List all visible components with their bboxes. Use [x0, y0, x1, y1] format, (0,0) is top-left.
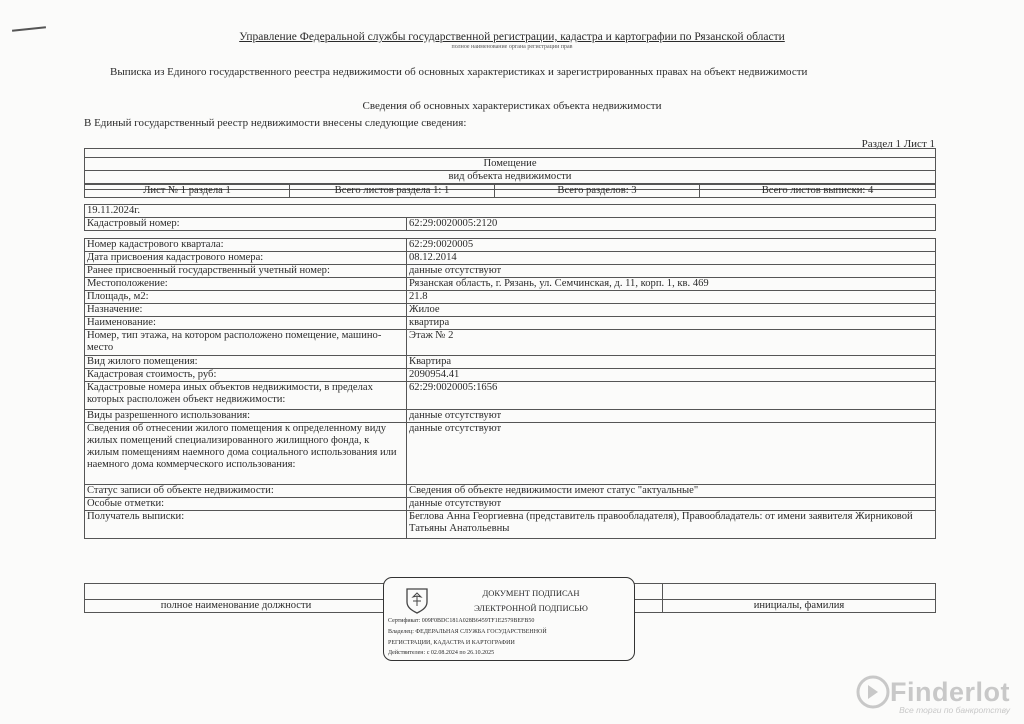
emblem-icon [404, 586, 430, 614]
row-value: Сведения об объекте недвижимости имеют статус "актуальные" [407, 485, 936, 498]
section-title: Сведения об основных характеристиках объекта недвижимости [362, 100, 662, 112]
row-label: Кадастровая стоимость, руб: [85, 369, 407, 382]
sections-total: Всего разделов: 3 [495, 185, 700, 198]
row-label: Вид жилого помещения: [85, 356, 407, 369]
row-label: Ранее присвоенный государственный учетный номер: [85, 265, 407, 278]
row-label: Особые отметки: [85, 498, 407, 511]
row-value: данные отсутствуют [407, 410, 936, 423]
table-row [85, 511, 936, 539]
row-label: Площадь, м2: [85, 291, 407, 304]
row-value: Этаж № 2 [407, 330, 936, 356]
row-value: Жилое [407, 304, 936, 317]
row-label: Номер, тип этажа, на котором расположено помещение, машино-место [85, 330, 407, 356]
table-row [85, 265, 936, 278]
row-label: Кадастровые номера иных объектов недвижимости, в пределах которых расположен объект недвижимости: [85, 382, 407, 410]
table-row [85, 423, 936, 485]
row-label: Номер кадастрового квартала: [85, 239, 407, 252]
table-row [85, 485, 936, 498]
table-row [85, 410, 936, 423]
row-label: Наименование: [85, 317, 407, 330]
row-value: 62:29:0020005:1656 [407, 382, 936, 410]
sheets-in-section: Всего листов раздела 1: 1 [290, 185, 495, 198]
table-row [85, 382, 936, 410]
initials-caption: инициалы, фамилия [663, 600, 936, 613]
row-value: 08.12.2014 [407, 252, 936, 265]
row-value: 2090954.41 [407, 369, 936, 382]
table-row [85, 304, 936, 317]
table-row [85, 291, 936, 304]
table-row [85, 239, 936, 252]
row-value: Рязанская область, г. Рязань, ул. Семчинская, д. 11, корп. 1, кв. 469 [407, 278, 936, 291]
extract-date: 19.11.2024г. [85, 205, 936, 218]
row-value: данные отсутствуют [407, 265, 936, 278]
authority-caption: полное наименование органа регистрации прав [451, 44, 573, 50]
row-value: 62:29:0020005 [407, 239, 936, 252]
table-row [85, 278, 936, 291]
e-signature-stamp [383, 577, 635, 661]
table-row [85, 330, 936, 356]
watermark [856, 675, 1010, 715]
stamp-subtitle: ЭЛЕКТРОННОЙ ПОДПИСЬЮ [474, 603, 588, 613]
row-value: Беглова Анна Георгиевна (представитель правообладателя), Правообладатель: от имени заявителя Жирниковой Татьяны Анатольевны [407, 511, 936, 539]
row-value: Квартира [407, 356, 936, 369]
characteristics-table [84, 238, 936, 539]
cadastral-label: Кадастровый номер: [85, 218, 407, 231]
object-type-value: Помещение [85, 158, 936, 171]
stamp-owner-line1: Владелец: ФЕДЕРАЛЬНАЯ СЛУЖБА ГОСУДАРСТВЕННОЙ [388, 629, 547, 635]
row-label: Сведения об отнесении жилого помещения к определенному виду жилых помещений специализированного жилищного фонда, к жилым помещениям наемного дома социального использования или наемного дома коммерческого использования: [85, 423, 407, 485]
stamp-validity: Действителен: с 02.08.2024 по 26.10.2025 [388, 650, 495, 656]
stamp-title: ДОКУМЕНТ ПОДПИСАН [482, 588, 580, 598]
watermark-name: Finderlot [890, 676, 1010, 707]
sheets-total: Всего листов выписки: 4 [700, 185, 936, 198]
table-row [85, 356, 936, 369]
table-row [85, 369, 936, 382]
row-value: данные отсутствуют [407, 423, 936, 485]
sheet-reference: Раздел 1 Лист 1 [861, 138, 935, 150]
position-caption: полное наименование должности [85, 600, 388, 613]
table-row [85, 252, 936, 265]
stamp-certificate: Сертификат: 009F0BDC181A028B6459TF1E2579BEFB50 [388, 618, 535, 624]
row-label: Статус записи об объекте недвижимости: [85, 485, 407, 498]
row-value: данные отсутствуют [407, 498, 936, 511]
row-label: Виды разрешенного использования: [85, 410, 407, 423]
row-value: квартира [407, 317, 936, 330]
sheet-info-table [84, 184, 936, 198]
row-value: 21.8 [407, 291, 936, 304]
row-label: Дата присвоения кадастрового номера: [85, 252, 407, 265]
intro-text: В Единый государственный реестр недвижимости внесены следующие сведения: [84, 117, 467, 129]
table-row [85, 317, 936, 330]
cadastral-table [84, 204, 936, 231]
watermark-tagline: Все торги по банкротству [899, 705, 1010, 715]
row-label: Местоположение: [85, 278, 407, 291]
object-type-caption: вид объекта недвижимости [85, 171, 936, 184]
cadastral-value: 62:29:0020005:2120 [407, 218, 936, 231]
row-label: Назначение: [85, 304, 407, 317]
table-row [85, 498, 936, 511]
extract-title: Выписка из Единого государственного реестра недвижимости об основных характеристиках и зарегистрированных правах на объект недвижимости [110, 66, 808, 78]
watermark-logo-icon [856, 675, 890, 709]
row-label: Получатель выписки: [85, 511, 407, 539]
sheet-number: Лист № 1 раздела 1 [85, 185, 290, 198]
stamp-owner-line2: РЕГИСТРАЦИИ, КАДАСТРА И КАРТОГРАФИИ [388, 640, 515, 646]
issuing-authority: Управление Федеральной службы государственной регистрации, кадастра и картографии по Рязанской области [239, 31, 785, 43]
